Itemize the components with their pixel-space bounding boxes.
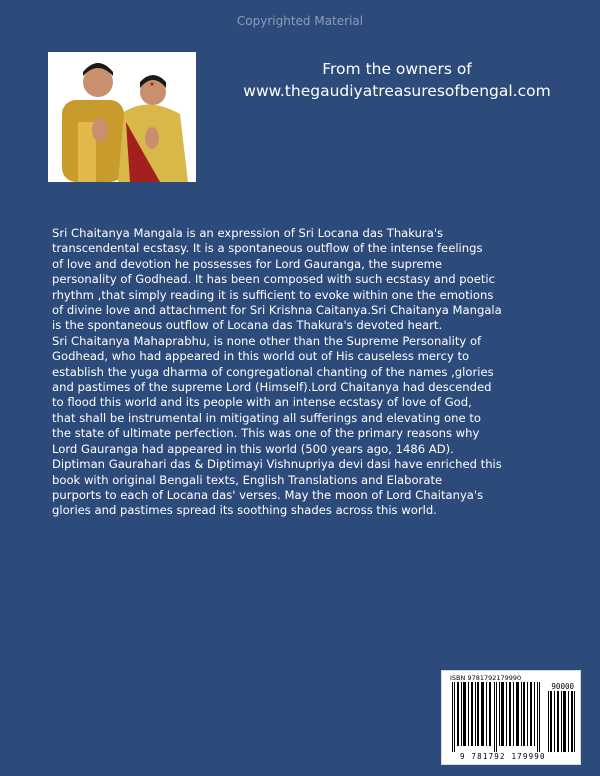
tagline-line-1: From the owners of bbox=[322, 60, 472, 78]
copyright-watermark: Copyrighted Material bbox=[236, 14, 364, 28]
ean-barcode-bars bbox=[450, 682, 546, 752]
addon-digits: 90000 bbox=[551, 682, 574, 691]
isbn-barcode bbox=[441, 670, 581, 765]
tagline bbox=[216, 58, 578, 102]
back-cover-blurb: Sri Chaitanya Mangala is an expression of Sri Locana das Thakura's transcendental ecstasy. It is a spontaneous outflow of the intense feelings of love and devotion he possesses for Lord Gauranga, the supreme personality of Godhead. It has been composed with such ecstasy and poetic rhythm ,that simply reading it is sufficient to evoke within one the emotions of divine love and attachment for Sri Krishna Caitanya.Sri Chaitanya Mangala is the spontaneous outflow of Locana das Thakura's devoted heart. Sri Chaitanya Mahaprabhu, is none other than the Supreme Personality of Godhead, who had appeared in this world out of His causeless mercy to establish the yuga dharma of congregational chanting of the names ,glories and pastimes of the supreme Lord (Himself).Lord Chaitanya had descended to flood this world and its people with an intense ecstasy of love of God, that shall be instrumental in mitigating all sufferings and elevating one to the state of ultimate perfection. This was one of the primary reasons why Lord Gauranga had appeared in this world (500 years ago, 1486 AD). Diptiman Gaurahari das & Diptimayi Vishnupriya devi dasi have enriched this book with original Bengali texts, English Translations and Elaborate purports to each of Locana das' verses. May the moon of Lord Chaitanya's glories and pastimes spread its soothing shades across this world. bbox=[52, 226, 502, 518]
tagline-website: www.thegaudiyatreasuresofbengal.com bbox=[243, 82, 551, 100]
isbn-label: ISBN 9781792179990 bbox=[450, 674, 522, 682]
author-couple-photo bbox=[48, 52, 196, 182]
addon-barcode-bars bbox=[548, 691, 576, 752]
ean-digits: 9 781792 179990 bbox=[460, 752, 546, 761]
